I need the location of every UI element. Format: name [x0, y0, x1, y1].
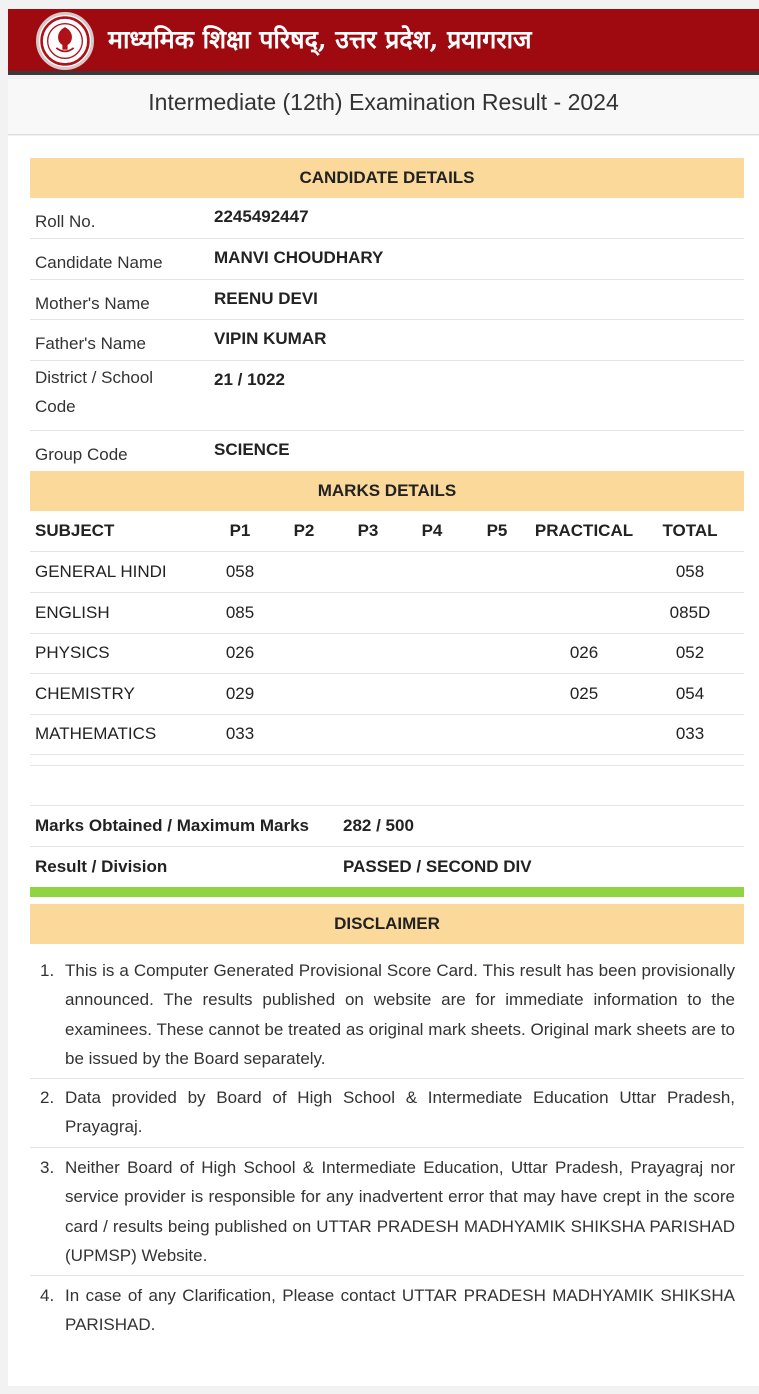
- column-header: P5: [486, 521, 508, 540]
- table-row: [30, 552, 744, 593]
- marks-table-header: [30, 511, 744, 552]
- marks-details-heading: MARKS DETAILS: [30, 471, 744, 511]
- up-government-emblem-icon: [36, 12, 94, 70]
- item-text: Data provided by Board of High School & Intermediate Education Uttar Pradesh, Prayagraj.: [65, 1088, 735, 1137]
- item-number: 1.: [40, 961, 55, 980]
- result-division-row: [30, 847, 744, 888]
- column-header: SUBJECT: [35, 521, 115, 540]
- p1-cell: 033: [225, 724, 255, 743]
- field-value: MANVI CHOUDHARY: [214, 248, 384, 267]
- column-header: P2: [293, 521, 315, 540]
- result-card: [8, 136, 759, 1386]
- field-label: Roll No.: [35, 212, 96, 231]
- site-header: [8, 9, 759, 75]
- field-value: REENU DEVI: [214, 289, 318, 308]
- table-row: [30, 674, 744, 715]
- column-header: P3: [357, 521, 379, 540]
- disclaimer-item: [30, 1153, 744, 1276]
- field-label: Mother's Name: [35, 294, 150, 313]
- field-value: 2245492447: [214, 207, 309, 226]
- result-division-label: Result / Division: [35, 857, 168, 876]
- subject-cell: PHYSICS: [35, 643, 110, 662]
- marks-obtained-value: 282 / 500: [343, 816, 414, 835]
- mothers-name-row: [30, 280, 744, 320]
- item-text: In case of any Clarification, Please contact UTTAR PRADESH MADHYAMIK SHIKSHA PARISHAD.: [65, 1286, 735, 1335]
- status-divider: [30, 887, 744, 897]
- board-name: माध्यमिक शिक्षा परिषद्, उत्तर प्रदेश, प्रयागराज: [108, 25, 532, 54]
- item-number: 2.: [40, 1088, 55, 1107]
- summary-spacer-row: [30, 766, 744, 806]
- p1-cell: 058: [225, 562, 255, 581]
- field-label: Group Code: [35, 445, 128, 464]
- group-code-row: [30, 431, 744, 471]
- page-title: Intermediate (12th) Examination Result - 2024: [148, 89, 619, 115]
- column-header: P4: [421, 521, 443, 540]
- item-text: This is a Computer Generated Provisional Score Card. This result has been provisionally announced. The results published on website are for immediate information to the examinees. These cannot be treated as original mark sheets. Original mark sheets are to be issued by the Board separately.: [65, 961, 735, 1068]
- disclaimer-item: [30, 1083, 744, 1148]
- p1-cell: 085: [225, 603, 255, 622]
- candidate-name-row: [30, 239, 744, 280]
- table-spacer-row: [30, 755, 744, 766]
- table-row: [30, 714, 744, 755]
- total-cell: 052: [675, 643, 705, 662]
- exam-title-bar: [8, 79, 759, 135]
- total-cell: 058: [675, 562, 705, 581]
- subject-cell: CHEMISTRY: [35, 684, 135, 703]
- subject-cell: MATHEMATICS: [35, 724, 157, 743]
- subject-cell: GENERAL HINDI: [35, 562, 167, 581]
- fathers-name-row: [30, 320, 744, 361]
- table-row: [30, 593, 744, 634]
- column-header: P1: [229, 521, 251, 540]
- disclaimer-item: [30, 1281, 744, 1346]
- disclaimer-heading: DISCLAIMER: [30, 904, 744, 944]
- table-row: [30, 633, 744, 674]
- column-header: TOTAL: [662, 521, 718, 540]
- field-label: Candidate Name: [35, 253, 163, 272]
- total-cell: 033: [675, 724, 705, 743]
- item-number: 4.: [40, 1286, 55, 1305]
- total-cell: 054: [675, 684, 705, 703]
- field-value: VIPIN KUMAR: [214, 329, 327, 348]
- marks-obtained-label: Marks Obtained / Maximum Marks: [35, 816, 309, 835]
- disclaimer-item: [30, 956, 744, 1079]
- item-number: 3.: [40, 1158, 55, 1177]
- subject-cell: ENGLISH: [35, 603, 110, 622]
- candidate-details-heading: CANDIDATE DETAILS: [30, 158, 744, 198]
- marks-obtained-row: [30, 806, 744, 847]
- practical-cell: 026: [569, 643, 599, 662]
- field-value: 21 / 1022: [214, 370, 285, 389]
- district-school-code-row: [30, 361, 744, 431]
- column-header: PRACTICAL: [534, 521, 634, 540]
- result-division-value: PASSED / SECOND DIV: [343, 857, 532, 876]
- field-label: Father's Name: [35, 334, 146, 353]
- total-cell: 085D: [669, 603, 711, 622]
- field-value: SCIENCE: [214, 440, 290, 459]
- p1-cell: 026: [225, 643, 255, 662]
- practical-cell: 025: [569, 684, 599, 703]
- item-text: Neither Board of High School & Intermediate Education, Uttar Pradesh, Prayagraj nor service provider is responsible for any inadvertent error that may have crept in the score card / results being published on UTTAR PRADESH MADHYAMIK SHIKSHA PARISHAD (UPMSP) Website.: [65, 1158, 735, 1265]
- field-label: District / School Code: [35, 368, 154, 416]
- p1-cell: 029: [225, 684, 255, 703]
- roll-no-row: [30, 198, 744, 239]
